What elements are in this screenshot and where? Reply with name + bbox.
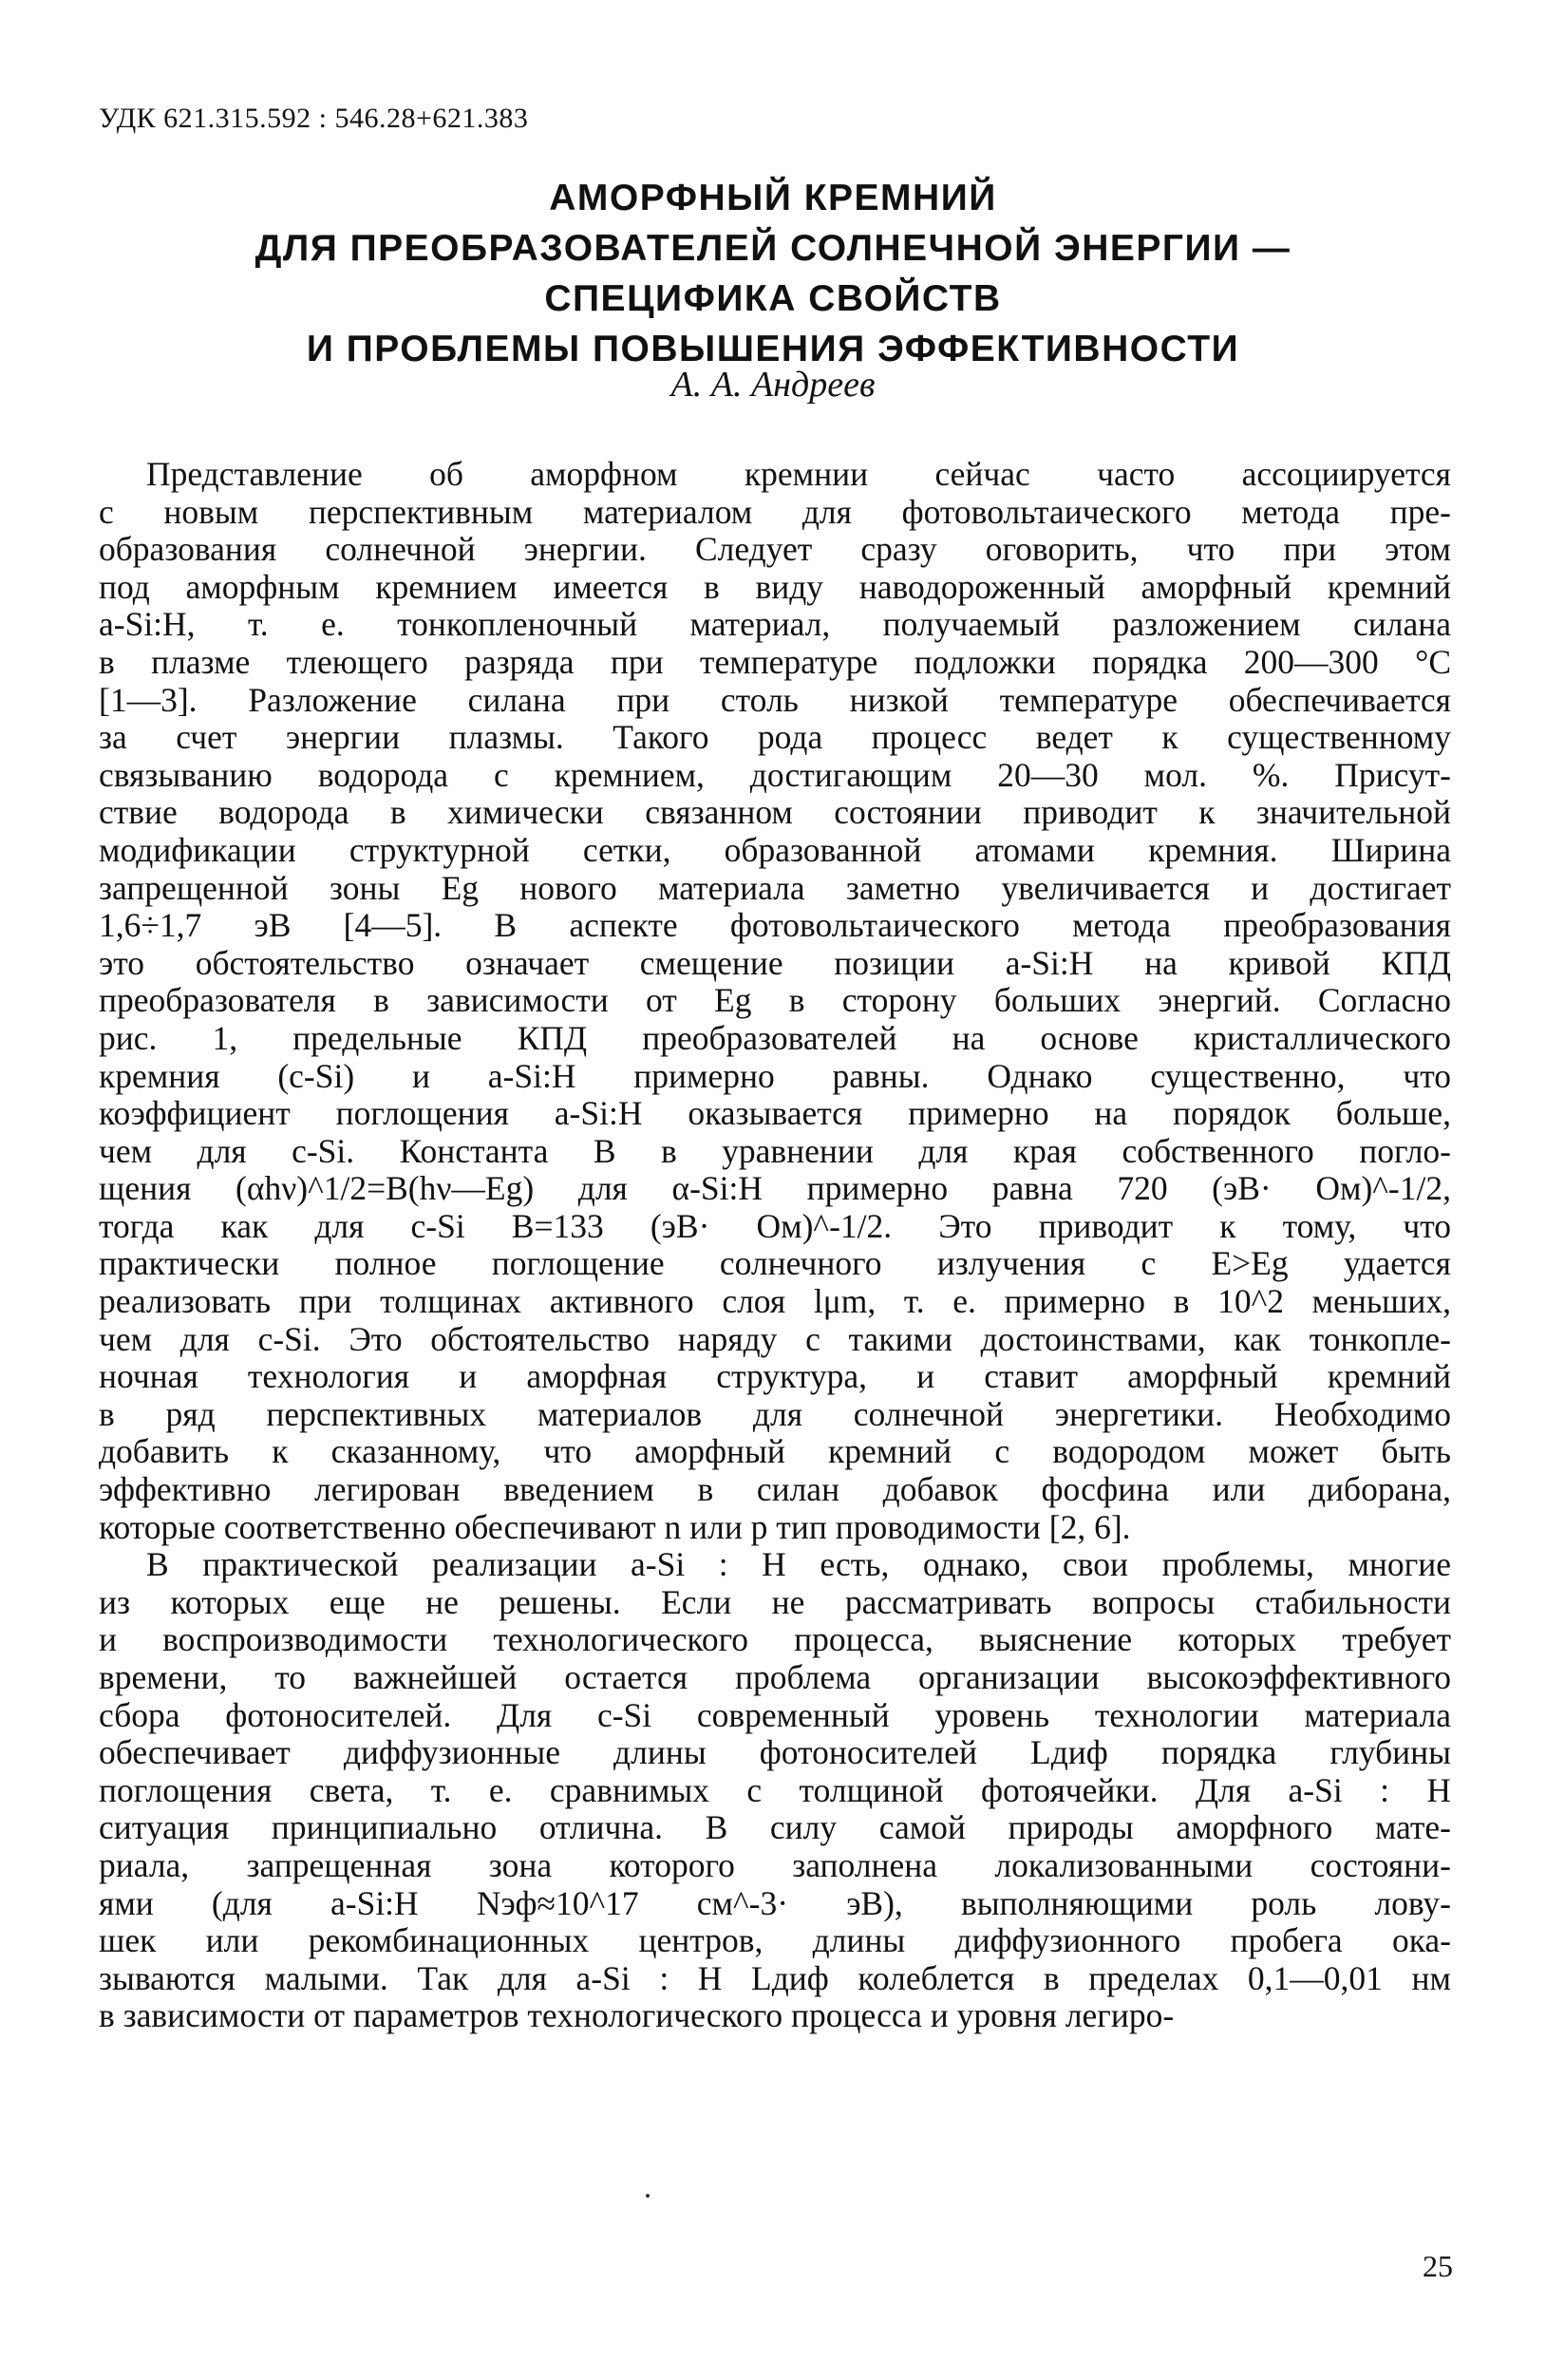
body-line: коэффициент поглощения a-Si:H оказывается примерно на порядок больше, [99, 1094, 1451, 1133]
body-line: В практической реализации a-Si : H есть, однако, свои проблемы, многие [146, 1545, 1451, 1584]
body-line: это обстоятельство означает смещение позиции a-Si:H на кривой КПД [99, 943, 1451, 982]
title-line: И ПРОБЛЕМЫ ПОВЫШЕНИЯ ЭФФЕКТИВНОСТИ [306, 329, 1240, 369]
title-line: АМОРФНЫЙ КРЕМНИЙ [549, 178, 997, 218]
body-line: под аморфным кремнием имеется в виду наводороженный аморфный кремний [99, 567, 1451, 606]
body-line: чем для c-Si. Константа B в уравнении для края собственного погло- [99, 1131, 1451, 1170]
body-line: за счет энергии плазмы. Такого рода процесс ведет к существенному [99, 718, 1451, 757]
body-line: из которых еще не решены. Если не рассматривать вопросы стабильности [99, 1582, 1451, 1621]
body-line: реализовать при толщинах активного слоя lμm, т. е. примерно в 10^2 меньших, [99, 1282, 1451, 1321]
body-line: модификации структурной сетки, образованной атомами кремния. Ширина [99, 830, 1451, 869]
udc-code: УДК 621.315.592 : 546.28+621.383 [99, 103, 529, 134]
body-line: добавить к сказанному, что аморфный кремний с водородом может быть [99, 1432, 1451, 1471]
body-line: и воспроизводимости технологического процесса, выяснение которых требует [99, 1620, 1451, 1659]
body-line: 1,6÷1,7 эВ [4—5]. В аспекте фотовольтаического метода преобразования [99, 906, 1451, 945]
body-line: ями (для a-Si:H Nэф≈10^17 см^-3· эВ), выполняющими роль лову- [99, 1883, 1451, 1922]
body-line: [1—3]. Разложение силана при столь низкой температуре обеспечивается [99, 680, 1451, 719]
body-line: тогда как для c-Si B=133 (эВ· Ом)^-1/2. Это приводит к тому, что [99, 1206, 1451, 1245]
body-line: Представление об аморфном кремнии сейчас часто ассоциируется [146, 455, 1451, 493]
body-line: образования солнечной энергии. Следует сразу оговорить, что при этом [99, 530, 1451, 569]
body-line: ствие водорода в химически связанном состоянии приводит к значительной [99, 793, 1451, 832]
body-line: преобразователя в зависимости от Eg в сторону больших энергий. Согласно [99, 981, 1451, 1020]
body-line: рис. 1, предельные КПД преобразователей на основе кристаллического [99, 1018, 1451, 1057]
body-line: кремния (c-Si) и a-Si:H примерно равны. Однако существенно, что [99, 1056, 1451, 1095]
title-line: СПЕЦИФИКА СВОЙСТВ [544, 278, 1002, 319]
body-line: чем для c-Si. Это обстоятельство наряду с такими достоинствами, как тонкопле- [99, 1319, 1451, 1358]
body-line: в ряд перспективных материалов для солнечной энергетики. Необходимо [99, 1394, 1451, 1433]
title-line: ДЛЯ ПРЕОБРАЗОВАТЕЛЕЙ СОЛНЕЧНОЙ ЭНЕРГИИ — [255, 228, 1291, 269]
article-title [171, 173, 1375, 374]
body-line: поглощения света, т. е. сравнимых с толщиной фотоячейки. Для a-Si : H [99, 1770, 1451, 1809]
page-number: 25 [1423, 2249, 1453, 2283]
body-line: времени, то важнейшей остается проблема организации высокоэффективного [99, 1658, 1451, 1696]
body-line: шек или рекомбинационных центров, длины диффузионного пробега ока- [99, 1921, 1451, 1960]
body-line: a-Si:H, т. е. тонкопленочный материал, получаемый разложением силана [99, 605, 1451, 644]
body-line: запрещенной зоны Eg нового материала заметно увеличивается и достигает [99, 868, 1451, 907]
body-line: риала, запрещенная зона которого заполнена локализованными состояни- [99, 1845, 1451, 1884]
body-line: связыванию водорода с кремнием, достигающим 20—30 мол. %. Присут- [99, 755, 1451, 794]
body-text [99, 456, 1451, 2035]
body-line: обеспечивает диффузионные длины фотоносителей Lдиф порядка глубины [99, 1733, 1451, 1772]
body-line: практически полное поглощение солнечного излучения с E>Eg удается [99, 1244, 1451, 1283]
body-line: эффективно легирован введением в силан добавок фосфина или диборана, [99, 1470, 1451, 1509]
body-line: ночная технология и аморфная структура, и ставит аморфный кремний [99, 1357, 1451, 1396]
body-line: в плазме тлеющего разряда при температуре подложки порядка 200—300 °С [99, 642, 1451, 681]
body-line: в зависимости от параметров технологического процесса и уровня легиро- [99, 1996, 1175, 2035]
print-dot [646, 2194, 650, 2198]
body-line: сбора фотоносителей. Для c-Si современный уровень технологии материала [99, 1695, 1451, 1734]
body-line: с новым перспективным материалом для фотовольтаического метода пре- [99, 492, 1451, 531]
body-line: щения (αhν)^1/2=B(hν—Eg) для α-Si:H примерно равна 720 (эВ· Ом)^-1/2, [99, 1169, 1451, 1208]
author-name: А. А. Андреев [670, 365, 876, 405]
body-line: зываются малыми. Так для a-Si : H Lдиф колеблется в пределах 0,1—0,01 нм [99, 1958, 1451, 1997]
body-line: ситуация принципиально отлична. В силу самой природы аморфного мате- [99, 1808, 1451, 1847]
body-line: которые соответственно обеспечивают n или p тип проводимости [2, 6]. [99, 1507, 1131, 1546]
